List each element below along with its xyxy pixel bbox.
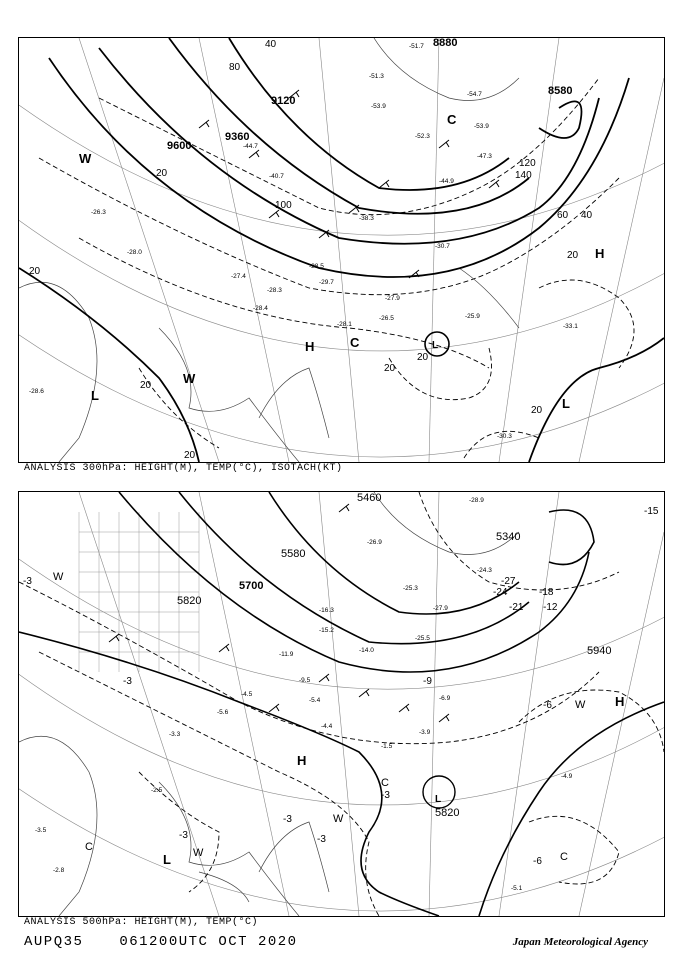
height-label: 5580 <box>281 548 306 560</box>
station-temp: -53.9 <box>474 123 489 130</box>
high-center: H <box>615 694 625 709</box>
isotach-label: 20 <box>567 250 579 261</box>
height-label: 9120 <box>271 95 296 107</box>
temp-label: -27 <box>501 576 516 587</box>
low-center: L <box>163 852 171 867</box>
pressure-centers <box>53 571 624 867</box>
isotachs <box>39 78 634 458</box>
cold-center: C <box>381 777 389 789</box>
isotach-label: 20 <box>417 352 429 363</box>
temp-label: -6 <box>543 700 552 711</box>
station-temp: -26.5 <box>379 315 394 322</box>
height-label: 8580 <box>548 85 573 97</box>
station-temp: -2.8 <box>53 867 65 874</box>
station-temp: -15.2 <box>319 627 334 634</box>
station-temp: -30.3 <box>497 433 512 440</box>
station-temp: -26.9 <box>367 539 382 546</box>
station-temp: -16.3 <box>319 607 334 614</box>
station-temp: -1.5 <box>381 743 393 750</box>
station-temp: -25.5 <box>415 635 430 642</box>
station-temp: -2.5 <box>151 787 163 794</box>
station-temp: -44.9 <box>439 178 454 185</box>
warm-center: W <box>183 371 196 386</box>
station-temp: -4.9 <box>561 773 573 780</box>
station-temp: -30.7 <box>435 243 450 250</box>
station-temp: -26.3 <box>91 209 106 216</box>
station-temp: -54.7 <box>467 91 482 98</box>
height-label: 9600 <box>167 140 192 152</box>
cold-center: C <box>447 112 457 127</box>
height-labels <box>167 38 572 152</box>
station-temp: -5.4 <box>309 697 321 704</box>
temp-label: -15 <box>644 506 659 517</box>
station-temp: -28.9 <box>469 497 484 504</box>
low-center: L <box>435 794 442 805</box>
isotach-label: 40 <box>581 210 593 221</box>
temp-label: -3 <box>23 576 32 587</box>
station-temp: -27.4 <box>231 273 246 280</box>
high-center: H <box>297 753 307 768</box>
isotach-label: 100 <box>275 200 292 211</box>
height-label: 5820 <box>435 807 460 819</box>
chart-300-caption: ANALYSIS 300hPa: HEIGHT(M), TEMP(°C), ISOTACH(KT) <box>24 463 343 474</box>
station-temp: -28.6 <box>29 388 44 395</box>
height-label: 8880 <box>433 38 458 49</box>
chart-300hpa <box>18 37 665 463</box>
isotach-label: 120 <box>519 158 536 169</box>
station-temp: -51.7 <box>409 43 424 50</box>
cold-center: C <box>85 841 93 853</box>
agency-name: Japan Meteorological Agency <box>512 936 648 948</box>
chart-footer <box>24 934 324 950</box>
station-temp: -28.5 <box>309 263 324 270</box>
temp-label: -3 <box>123 676 132 687</box>
temp-label: -6 <box>533 856 542 867</box>
isotach-label: 60 <box>557 210 569 221</box>
station-temp: -27.9 <box>433 605 448 612</box>
station-temp: -25.3 <box>403 585 418 592</box>
low-center: L <box>432 340 439 351</box>
station-temp: -4.4 <box>321 723 333 730</box>
low-center: L <box>91 388 99 403</box>
cold-grid <box>79 512 202 672</box>
temp-label: -3 <box>381 790 390 801</box>
chart-500-caption: ANALYSIS 500hPa: HEIGHT(M), TEMP(°C) <box>24 917 259 928</box>
temp-label: -3 <box>179 830 188 841</box>
height-label: 5700 <box>239 580 264 592</box>
station-temp: -27.9 <box>385 295 400 302</box>
high-center: H <box>305 339 315 354</box>
station-temp: -40.7 <box>269 173 284 180</box>
station-temp: -53.9 <box>371 103 386 110</box>
isotach-label: 20 <box>140 380 152 391</box>
isotach-label: 80 <box>229 62 241 73</box>
temp-label: -3 <box>317 834 326 845</box>
low-center: L <box>562 396 570 411</box>
warm-center: W <box>333 813 344 825</box>
high-center: H <box>595 246 605 261</box>
temp-label: -24 <box>493 587 508 598</box>
station-temp: -29.7 <box>319 279 334 286</box>
height-label: 9360 <box>225 131 250 143</box>
station-temp: -44.7 <box>243 143 258 150</box>
station-temp: -3.5 <box>35 827 47 834</box>
isotach-label: 20 <box>531 405 543 416</box>
station-temp: -28.3 <box>267 287 282 294</box>
temp-label: -12 <box>543 602 558 613</box>
warm-center: W <box>193 847 204 859</box>
station-temp: -38.3 <box>359 215 374 222</box>
height-label: 5820 <box>177 595 202 607</box>
temp-label: -9 <box>423 676 432 687</box>
height-label: 5940 <box>587 645 612 657</box>
station-temp: -6.9 <box>439 695 451 702</box>
station-temp: -52.3 <box>415 133 430 140</box>
height-label: 5460 <box>357 492 382 504</box>
temp-label: -3 <box>283 814 292 825</box>
chart-500hpa <box>18 491 665 917</box>
station-temp: -5.6 <box>217 709 229 716</box>
cold-center: C <box>560 851 568 863</box>
station-temp: -24.3 <box>477 567 492 574</box>
temp-label: -18 <box>539 587 554 598</box>
station-temp: -3.9 <box>419 729 431 736</box>
station-temp: -25.9 <box>465 313 480 320</box>
chart-300hpa-map <box>19 38 664 462</box>
isotach-label: 140 <box>515 170 532 181</box>
warm-center: W <box>79 151 92 166</box>
station-temp: -3.3 <box>169 731 181 738</box>
isotach-label: 20 <box>29 266 41 277</box>
station-temp: -28.4 <box>253 305 268 312</box>
station-temp: -33.1 <box>563 323 578 330</box>
chart-code: AUPQ35 <box>24 934 84 950</box>
station-temp: -4.5 <box>241 691 253 698</box>
station-temp: -5.1 <box>511 885 523 892</box>
station-temp: -47.3 <box>477 153 492 160</box>
station-temp: -28.1 <box>337 321 352 328</box>
chart-500hpa-map <box>19 492 664 916</box>
warm-center: W <box>53 571 64 583</box>
isotach-label: 20 <box>156 168 168 179</box>
station-temps <box>29 43 578 440</box>
isotach-label: 20 <box>184 450 196 461</box>
coastlines <box>19 492 519 916</box>
temp-label: -21 <box>509 602 524 613</box>
station-temp: -11.9 <box>279 651 294 658</box>
chart-time: 061200UTC OCT 2020 <box>119 934 298 950</box>
station-temp: -14.0 <box>359 647 374 654</box>
height-label: 5340 <box>496 531 521 543</box>
warm-center: W <box>575 699 586 711</box>
isotach-label: 20 <box>384 363 396 374</box>
height-labels <box>177 492 611 819</box>
station-temp: -9.5 <box>299 677 311 684</box>
isotach-label: 40 <box>265 39 277 50</box>
station-temp: -51.3 <box>369 73 384 80</box>
station-temp: -28.0 <box>127 249 142 256</box>
cold-center: C <box>350 335 360 350</box>
